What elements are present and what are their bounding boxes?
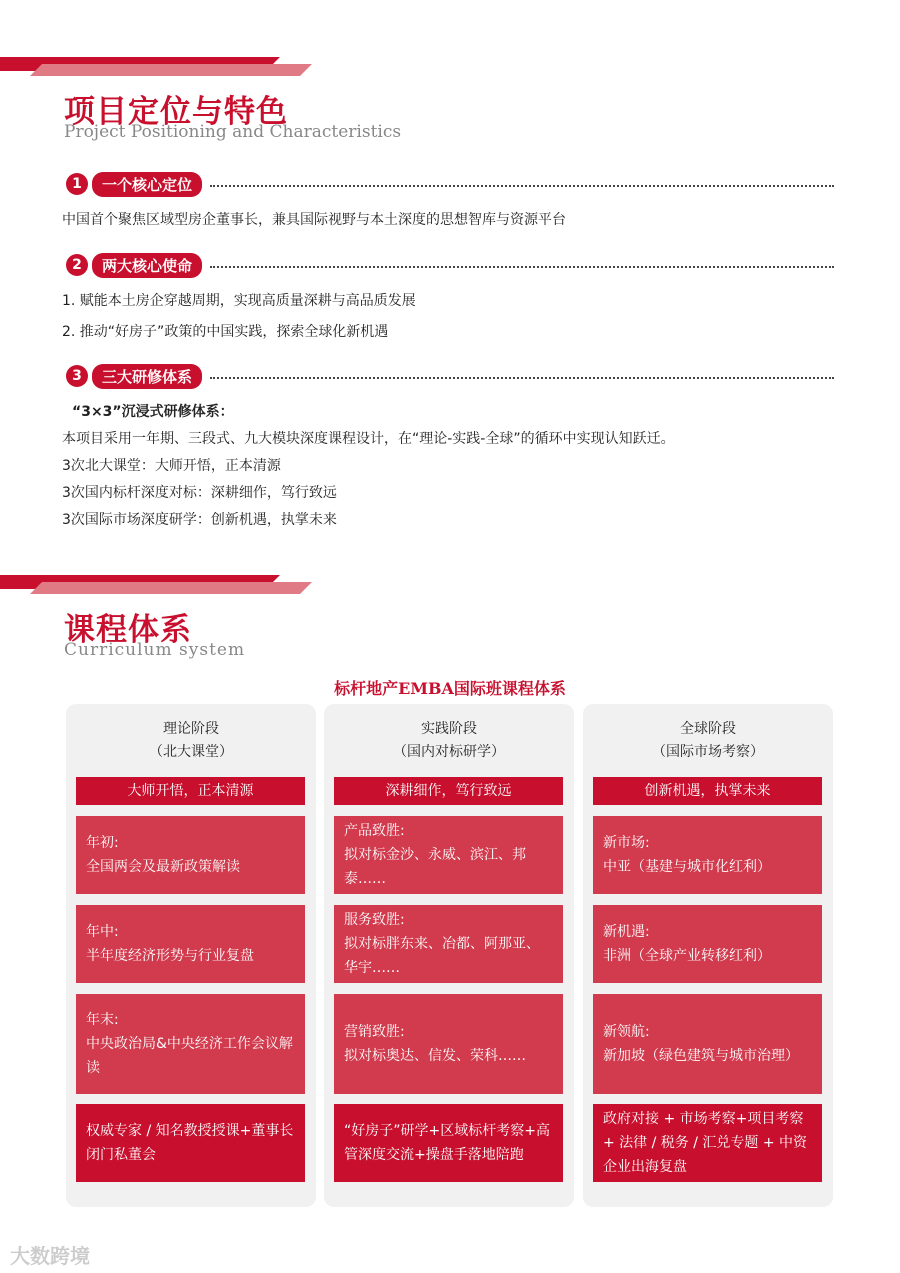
section-heading-1 (66, 172, 834, 196)
module-box (76, 994, 305, 1094)
module-box (334, 905, 563, 983)
decor-bar (30, 582, 312, 594)
stage-title: 理论阶段 (163, 721, 219, 737)
dotted-divider (210, 266, 834, 268)
module-label: 新市场: (603, 835, 650, 851)
text-line: 3次国际市场深度研学：创新机遇，执掌未来 (62, 512, 337, 528)
stage-motto: 深耕细作，笃行致远 (334, 777, 563, 805)
stage-title: 全球阶段 (680, 721, 736, 737)
module-label: 新领航: (603, 1024, 650, 1040)
stage-footer: 权威专家 / 知名教授授课+董事长闭门私董会 (76, 1104, 305, 1182)
stage-footer: 政府对接 + 市场考察+项目考察 + 法律 / 税务 / 汇兑专题 + 中资企业出海复盘 (593, 1104, 822, 1182)
watermark: 大数跨境 (10, 1244, 90, 1268)
stage-header (324, 718, 574, 764)
module-box (593, 905, 822, 983)
section-label: 两大核心使命 (92, 253, 202, 278)
text-line: 中国首个聚焦区域型房企董事长，兼具国际视野与本土深度的思想智库与资源平台 (62, 212, 566, 228)
section-title: 课程体系 (64, 612, 192, 648)
text-line: 3次北大课堂：大师开悟，正本清源 (62, 458, 281, 474)
module-label: 年末: (86, 1012, 119, 1028)
stage-subtitle: （国内对标研学） (393, 744, 505, 760)
module-desc: 非洲（全球产业转移红利） (603, 948, 771, 964)
module-desc: 半年度经济形势与行业复盘 (86, 948, 254, 964)
text-line: 1. 赋能本土房企穿越周期，实现高质量深耕与高品质发展 (62, 293, 416, 309)
module-desc: 中亚（基建与城市化红利） (603, 859, 771, 875)
section-label: 三大研修体系 (92, 364, 202, 389)
stage-column (583, 704, 833, 1207)
stage-motto: 大师开悟，正本清源 (76, 777, 305, 805)
decor-bar (30, 64, 312, 76)
number-badge: 3 (66, 365, 88, 387)
module-desc: 拟对标胖东来、冶都、阿那亚、华宇…… (344, 936, 540, 976)
stage-column (66, 704, 316, 1207)
section-label: 一个核心定位 (92, 172, 202, 197)
stage-header (66, 718, 316, 764)
module-desc: 中央政治局&中央经济工作会议解读 (86, 1036, 293, 1076)
stage-column (324, 704, 574, 1207)
stage-header (583, 718, 833, 764)
module-desc: 拟对标金沙、永威、滨江、邦泰…… (344, 847, 526, 887)
module-box (76, 905, 305, 983)
section-heading-2 (66, 253, 834, 277)
curriculum-title: 标杆地产EMBA国际班课程体系 (334, 679, 566, 698)
module-desc: 新加坡（绿色建筑与城市治理） (603, 1048, 799, 1064)
module-label: 营销致胜: (344, 1024, 405, 1040)
module-box (76, 816, 305, 894)
section-subtitle: Curriculum system (64, 640, 246, 660)
module-box (334, 994, 563, 1094)
stage-motto: 创新机遇，执掌未来 (593, 777, 822, 805)
module-desc: 全国两会及最新政策解读 (86, 859, 240, 875)
dotted-divider (210, 377, 834, 379)
module-label: 产品致胜: (344, 823, 405, 839)
stage-subtitle: （国际市场考察） (652, 744, 764, 760)
module-box (334, 816, 563, 894)
stage-footer: “好房子”研学+区域标杆考察+高管深度交流+操盘手落地陪跑 (334, 1104, 563, 1182)
module-desc: 拟对标奥达、信发、荣科…… (344, 1048, 526, 1064)
text-line: 2. 推动“好房子”政策的中国实践，探索全球化新机遇 (62, 324, 389, 340)
number-badge: 2 (66, 254, 88, 276)
page-subtitle: Project Positioning and Characteristics (64, 122, 402, 142)
module-box (593, 994, 822, 1094)
text-line: 本项目采用一年期、三段式、九大模块深度课程设计，在“理论-实践-全球”的循环中实现认知跃迁。 (62, 431, 675, 447)
module-box (593, 816, 822, 894)
module-label: 年初: (86, 835, 119, 851)
dotted-divider (210, 185, 834, 187)
module-label: 年中: (86, 924, 119, 940)
stage-subtitle: （北大课堂） (149, 744, 233, 760)
number-badge: 1 (66, 173, 88, 195)
section-heading-3 (66, 364, 834, 388)
module-label: 服务致胜: (344, 912, 405, 928)
stage-title: 实践阶段 (421, 721, 477, 737)
text-heading: “3×3”沉浸式研修体系： (72, 404, 234, 420)
page-title: 项目定位与特色 (64, 94, 288, 130)
text-line: 3次国内标杆深度对标：深耕细作，笃行致远 (62, 485, 337, 501)
module-label: 新机遇: (603, 924, 650, 940)
